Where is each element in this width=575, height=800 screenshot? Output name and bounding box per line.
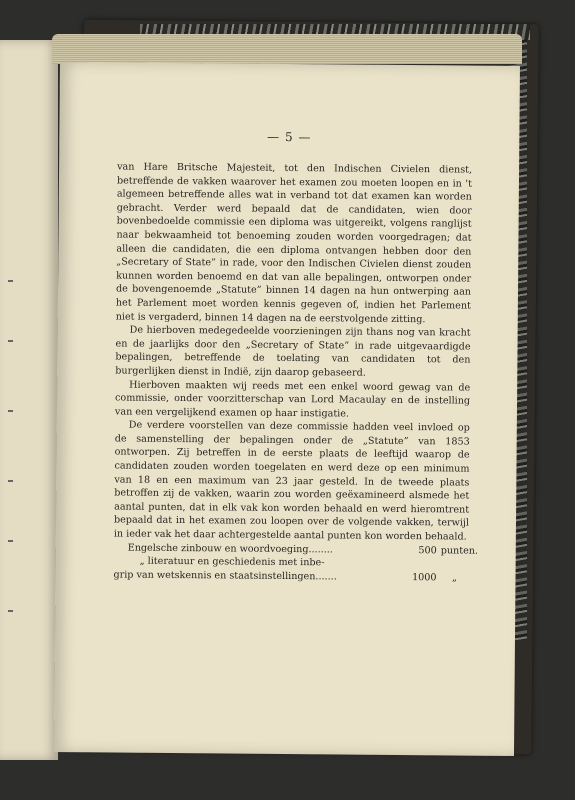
page-body bbox=[113, 161, 479, 585]
points-unit: „ bbox=[451, 572, 458, 584]
left-page-text-fragments bbox=[8, 280, 16, 680]
points-subject: „ literatuur en geschiedenis met inbe- bbox=[139, 555, 325, 569]
paragraph: Hierboven maakten wij reeds met een enkel woord gewag van de commissie, onder voorzitterschap van Lord Macaulay en de instelling van een vergelijkend examen op haar instigatie. bbox=[114, 379, 471, 420]
paragraph: van Hare Britsche Majesteit, tot den Indischen Civielen dienst, betreffende de vakken waarover het examen zou moeten loopen en in 't algemeen betreffende alles wat in verband tot dat examen kan worden gebracht. Verder werd bepaald dat de candidaten, wien door bovenbedoelde commissie een diploma was uitgereikt, volgens ranglijst naar bekwaamheid tot benoeming zouden worden voorgedragen; dat alleen die candidaten, die een diploma ontvangen hebben door den „Secretary of State” in rade, voor den Indischen Civielen dienst zouden kunnen worden benoemd en dat van alle bepalingen, ontworpen onder de bovengenoemde „Statute” binnen 14 dagen na hun ontwerping aan het Parlement moet worden kennis gegeven of, indien het Parlement niet is vergaderd, binnen 14 dagen na de eerstvolgende zitting. bbox=[115, 161, 473, 325]
paragraph: De hierboven medegedeelde voorzieningen zijn thans nog van kracht en de jaarlijks door den „Secretary of State” in rade uitgevaardigde bepalingen, betreffende de toelating van candidaten tot den burgerlijken dienst in Indië, zijn daarop gebaseerd. bbox=[115, 324, 471, 379]
points-value: 500 bbox=[418, 544, 437, 556]
book-page bbox=[54, 62, 520, 756]
points-value: 1000 bbox=[412, 571, 437, 584]
page-block-edges bbox=[52, 34, 522, 64]
points-subject: grip van wetskennis en staatsinstellingen....... bbox=[113, 569, 337, 583]
points-subject: Engelsche zinbouw en woordvoeging........ bbox=[127, 542, 333, 556]
page-number: — 5 — bbox=[267, 129, 312, 145]
paragraph: De verdere voorstellen van deze commissie hadden veel invloed op de samenstelling der bepalingen onder de „Statute” van 1853 ontworpen. Zij betreffen in de eerste plaats de leeftijd waarop de candidaten zouden worden toegelaten en werd deze op een minimum van 18 en een maximum van 23 jaar gesteld. In de tweede plaats betroffen zij de vakken, waarin zou worden geëxamineerd alsmede het aantal punten, dat in elk vak kon worden behaald en werd hieromtrent bepaald dat in het examen zou loopen over de volgende vakken, terwijl in ieder vak het daar achtergestelde aantal punten kon worden behaald. bbox=[113, 419, 470, 543]
points-unit: punten. bbox=[440, 544, 479, 557]
left-page-edge bbox=[0, 40, 58, 760]
points-row bbox=[113, 568, 468, 585]
